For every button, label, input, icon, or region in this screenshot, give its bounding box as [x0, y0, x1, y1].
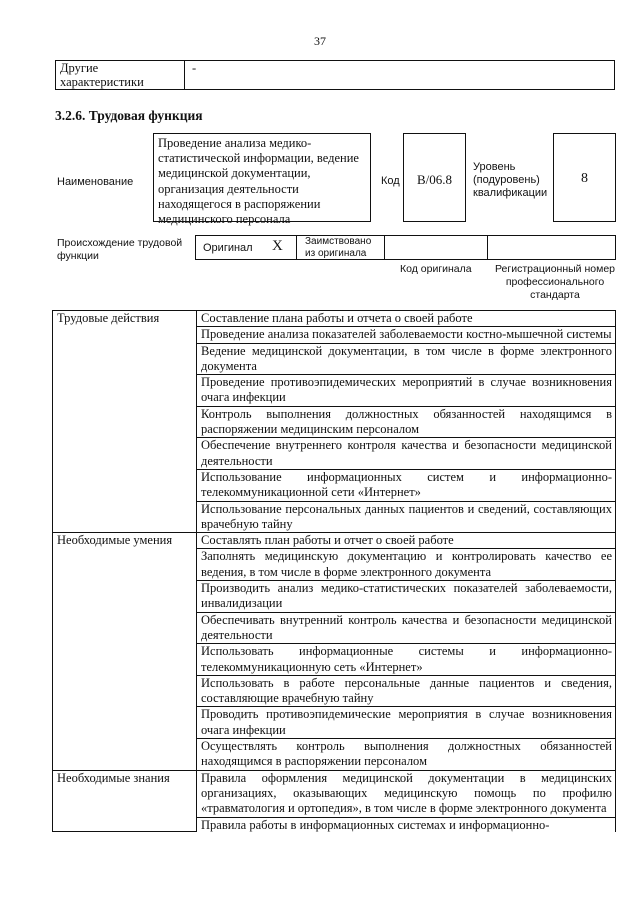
registration-number-label: Регистрационный номер профессионального стандарта [495, 263, 615, 301]
table-row [53, 533, 616, 549]
item-cell: Правила оформления медицинской документации в медицинских организациях, оказывающих медицинскую помощь по профилю «травматология и ортопедия», в том числе в форме электронного документа [197, 770, 616, 817]
qualification-level: 8 [581, 171, 588, 186]
code-label: Код [381, 175, 400, 187]
borrowed-label-line: из оригинала [305, 248, 367, 259]
other-characteristics-label: Другие характеристики [60, 61, 144, 89]
origin-divider [487, 236, 488, 259]
section-title: 3.2.6. Трудовая функция [55, 108, 203, 123]
item-cell: Производить анализ медико-статистических показателей заболеваемости, инвалидизации [197, 581, 616, 613]
level-label-line: (подуровень) [473, 174, 540, 186]
category-cell: Трудовые действия [53, 311, 197, 533]
item-cell: Использовать в работе персональные данные пациентов и сведения, составляющие врачебную тайну [197, 675, 616, 707]
level-label-line: квалификации [473, 187, 548, 199]
origin-divider [384, 236, 385, 259]
origin-divider [296, 236, 297, 259]
item-cell: Заполнять медицинскую документацию и контролировать качество ее ведения, в том числе в форме электронного документа [197, 549, 616, 581]
name-label: Наименование [57, 176, 134, 188]
origin-label-line: Происхождение трудовой [57, 237, 183, 249]
page-number: 37 [314, 34, 326, 48]
qualification-level-label [473, 161, 547, 200]
item-cell: Использовать информационные системы и информационно-телекоммуникационную сеть «Интернет» [197, 644, 616, 676]
origin-box [195, 235, 616, 260]
item-cell: Ведение медицинской документации, в том числе в форме электронного документа [197, 343, 616, 375]
item-cell [197, 817, 616, 832]
original-mark: X [272, 238, 283, 254]
origin-label [57, 237, 182, 262]
item-cell: Проводить противоэпидемические мероприятия в случае возникновения очага инфекции [197, 707, 616, 739]
function-code: B/06.8 [416, 172, 453, 187]
table-row [53, 311, 616, 327]
origin-label-line: функции [57, 249, 99, 262]
original-label: Оригинал [203, 242, 253, 254]
code-origin-label: Код оригинала [400, 263, 472, 275]
category-cell: Необходимые умения [53, 533, 197, 770]
item-cell: Составление плана работы и отчета о своей работе [197, 311, 616, 327]
borrowed-label [305, 236, 371, 260]
level-label-line: Уровень [473, 161, 516, 173]
borrowed-label-line: Заимствовано [305, 236, 372, 247]
function-name: Проведение анализа медико-статистической информации, ведение медицинской документации, организация деятельности находящегося в распоряжении медицинского персонала [158, 136, 359, 227]
item-cell: Обеспечение внутреннего контроля качества и безопасности медицинской деятельности [197, 438, 616, 470]
item-cell: Обеспечивать внутренний контроль качества и безопасности медицинской деятельности [197, 612, 616, 644]
column-divider [184, 61, 185, 89]
category-cell: Необходимые знания [53, 770, 197, 831]
item-cell: Проведение противоэпидемических мероприятий в случае возникновения очага инфекции [197, 375, 616, 407]
other-characteristics-table [55, 60, 615, 90]
table-row [53, 770, 616, 817]
item-cell: Осуществлять контроль выполнения должностных обязанностей находящимся в распоряжении персоналом [197, 739, 616, 771]
item-cell: Проведение анализа показателей заболеваемости костно-мышечной системы [197, 327, 616, 343]
item-cell: Использование информационных систем и информационно-телекоммуникационной сети «Интернет» [197, 469, 616, 501]
labor-function-table [52, 310, 616, 832]
item-cell: Контроль выполнения должностных обязанностей находящимся в распоряжении медицинским персоналом [197, 406, 616, 438]
other-characteristics-value: - [192, 61, 197, 75]
item-cell: Использование персональных данных пациентов и сведений, составляющих врачебную тайну [197, 501, 616, 533]
clipped-item-text: Правила работы в информационных системах и информационно- [201, 817, 550, 832]
item-cell: Составлять план работы и отчет о своей работе [197, 533, 616, 549]
